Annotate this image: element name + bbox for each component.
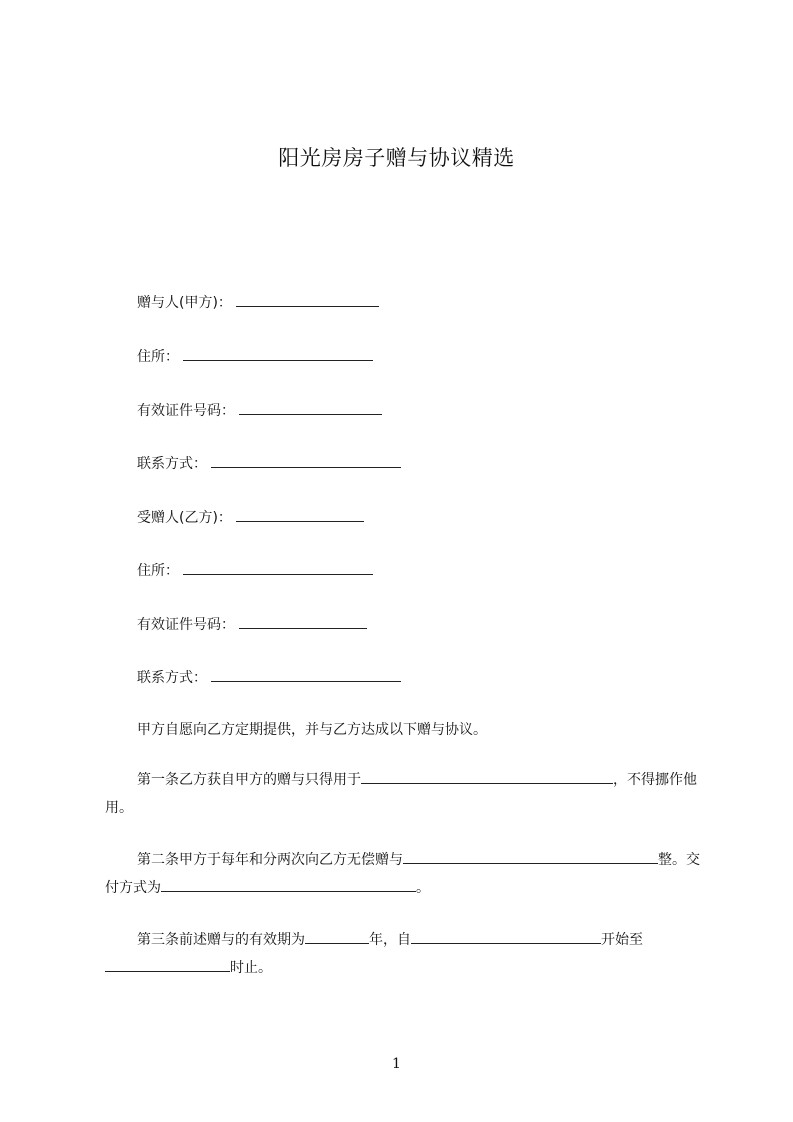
donee-id-blank[interactable]: [239, 616, 367, 629]
donee-name-field: [137, 507, 364, 527]
field-label: 受赠人(乙方)：: [137, 510, 232, 526]
article-1-text: 第一条乙方获自甲方的赠与只得用于: [137, 772, 361, 788]
field-label: 赠与人(甲方)：: [137, 295, 232, 311]
article-3-text-to: 开始至: [601, 932, 643, 948]
article-3: [105, 926, 705, 982]
donor-address-blank[interactable]: [183, 348, 373, 361]
article-1-text-end: ，不得挪作他用。: [105, 772, 697, 816]
document-title: 阳光房房子赠与协议精选: [278, 146, 515, 170]
article-2-text: 第二条甲方于每年和分两次向乙方无偿赠与: [137, 852, 403, 868]
article-3-end-blank[interactable]: [105, 959, 230, 972]
article-2-method-blank[interactable]: [161, 879, 416, 892]
article-2-text-end: 。: [416, 880, 430, 896]
donor-address-field: [137, 346, 373, 366]
donor-id-field: [137, 400, 382, 420]
article-3-text: 第三条前述赠与的有效期为: [137, 932, 305, 948]
article-3-text-years: 年，自: [369, 932, 411, 948]
article-2-text-mid: 整。交付方式为: [105, 852, 700, 896]
donee-contact-field: [137, 667, 401, 687]
field-label: 联系方式：: [137, 456, 207, 472]
donee-name-blank[interactable]: [236, 509, 364, 522]
donor-contact-field: [137, 453, 401, 473]
field-label: 有效证件号码：: [137, 617, 235, 633]
field-label: 住所：: [137, 349, 179, 365]
donor-name-blank[interactable]: [236, 294, 379, 307]
article-3-text-end: 时止。: [230, 960, 272, 976]
donor-contact-blank[interactable]: [211, 455, 401, 468]
field-label: 联系方式：: [137, 670, 207, 686]
page-number: 1: [392, 1056, 401, 1072]
article-3-years-blank[interactable]: [305, 931, 369, 944]
donee-address-field: [137, 560, 373, 580]
article-2: [105, 846, 705, 902]
donee-id-field: [137, 614, 367, 634]
donee-address-blank[interactable]: [183, 562, 373, 575]
article-1-blank[interactable]: [361, 771, 613, 784]
field-label: 住所：: [137, 563, 179, 579]
donor-id-blank[interactable]: [239, 402, 382, 415]
field-label: 有效证件号码：: [137, 403, 235, 419]
intro-paragraph: 甲方自愿向乙方定期提供，并与乙方达成以下赠与协议。: [137, 722, 487, 738]
article-1: [105, 766, 705, 822]
donor-name-field: [137, 292, 379, 312]
article-2-amount-blank[interactable]: [403, 851, 658, 864]
donee-contact-blank[interactable]: [211, 669, 401, 682]
article-3-start-blank[interactable]: [411, 931, 601, 944]
